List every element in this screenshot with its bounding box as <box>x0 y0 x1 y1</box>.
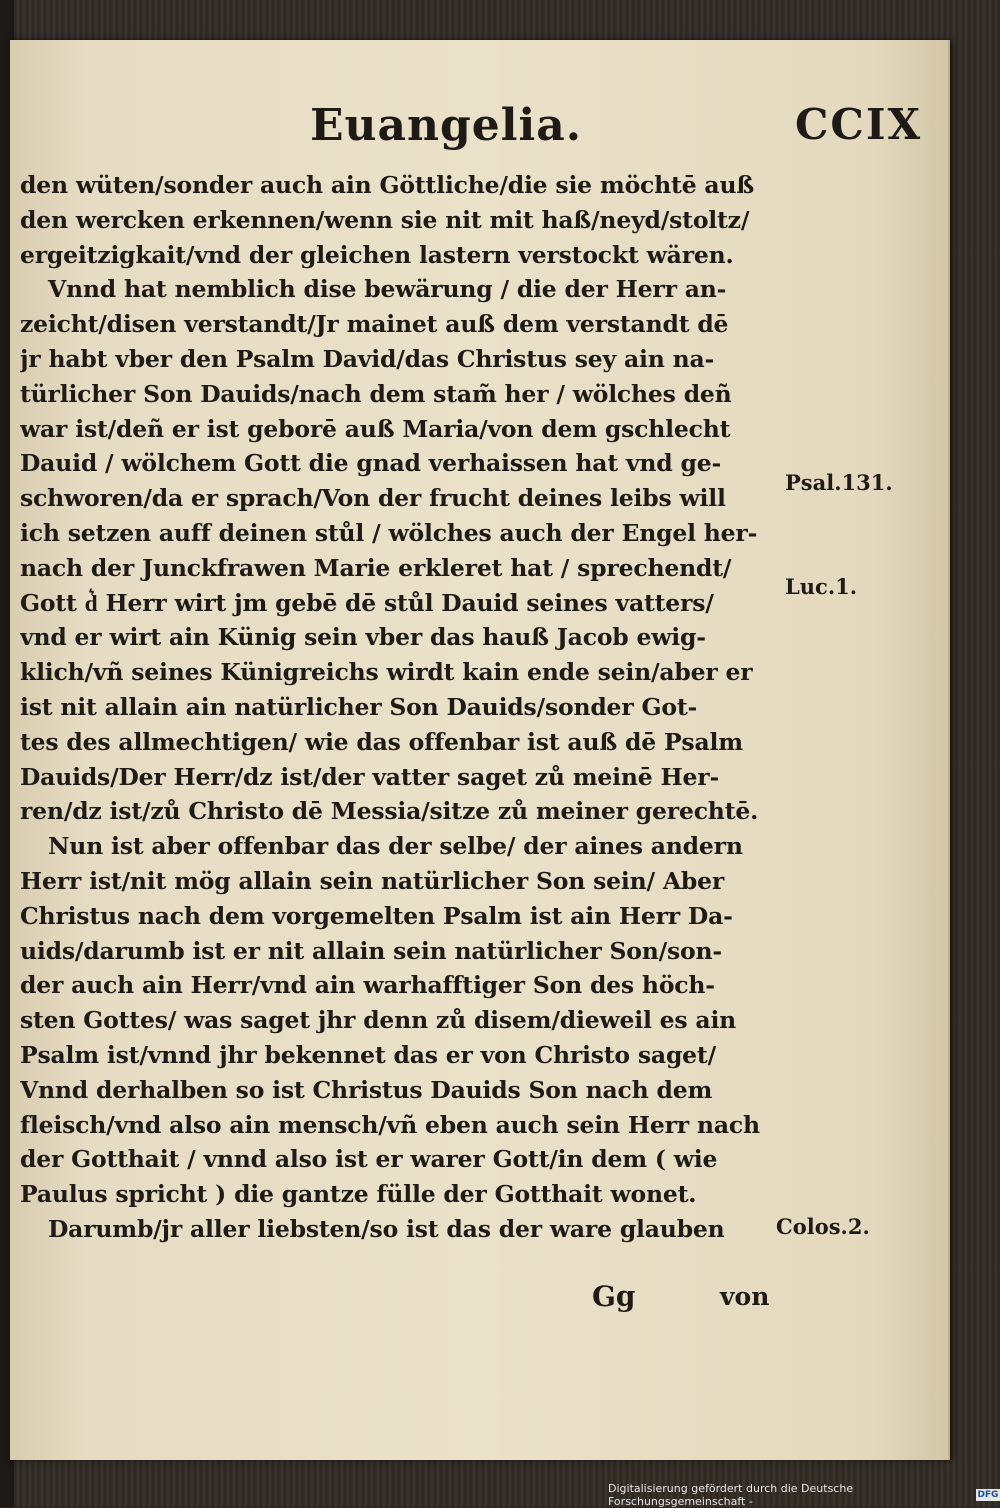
text-line: den wüten/sonder auch ain Göttliche/die sie möchtē auß <box>20 171 754 199</box>
text-line: Psalm ist/vnnd jhr bekennet das er von Christo saget/ <box>20 1040 716 1069</box>
text-line: Gott d͛ Herr wirt jm gebē dē stůl Dauid seines vatters/ <box>20 588 714 617</box>
text-line: ergeitzigkait/vnd der gleichen lastern verstockt wären. <box>20 240 734 269</box>
text-line: Christus nach dem vorgemelten Psalm ist ain Herr Da- <box>20 901 733 930</box>
text-line: vnd er wirt ain Künig sein vber das hauß Jacob ewig- <box>20 623 706 652</box>
text-line: ren/dz ist/zů Christo dē Messia/sitze zů meiner gerechtē. <box>20 797 759 826</box>
marginal-note-psalm: Psal.131. <box>785 470 893 495</box>
text-line: Vnnd derhalben so ist Christus Dauids Son nach dem <box>20 1075 713 1104</box>
digitization-credit <box>608 1482 1000 1508</box>
text-line: ist nit allain ain natürlicher Son Dauids/sonder Got- <box>20 692 698 721</box>
text-line: sten Gottes/ was saget jhr denn zů disem/dieweil es ain <box>20 1006 737 1035</box>
text-line: Darumb/jr aller liebsten/so ist das der ware glauben <box>48 1214 725 1243</box>
text-line: der auch ain Herr/vnd ain warhafftiger Son des höch- <box>20 971 715 1000</box>
text-line: türlicher Son Dauids/nach dem stam̃ her / wölches deñ <box>20 379 732 408</box>
text-line: Nun ist aber offenbar das der selbe/ der aines andern <box>48 832 743 861</box>
text-line: Dauids/Der Herr/dz ist/der vatter saget zů meinē Her- <box>20 762 720 791</box>
text-line: der Gotthait / vnnd also ist er warer Gott/in dem ( wie <box>20 1145 718 1174</box>
text-line: uids/darumb ist er nit allain sein natürlicher Son/son- <box>20 936 722 965</box>
text-line: nach der Junckfrawen Marie erkleret hat / sprechendt/ <box>20 553 732 582</box>
catchword: von <box>720 1282 770 1311</box>
text-line: ich setzen auff deinen stůl / wölches auch der Engel her- <box>20 518 758 547</box>
marginal-note-colossians: Colos.2. <box>776 1214 870 1239</box>
text-line: war ist/deñ er ist geborē auß Maria/von dem gschlecht <box>20 414 731 443</box>
text-line: jr habt vber den Psalm David/das Christus sey ain na- <box>20 344 715 373</box>
text-line: zeicht/disen verstandt/Jr mainet auß dem verstandt dē <box>20 310 729 339</box>
text-line: Vnnd hat nemblich dise bewärung / die der Herr an- <box>48 275 727 304</box>
digitization-credit-text: Digitalisierung gefördert durch die Deutsche Forschungsgemeinschaft - <box>608 1482 854 1508</box>
folio-number: CCIX <box>795 100 923 149</box>
text-line: Paulus spricht ) die gantze fülle der Gotthait wonet. <box>20 1180 697 1209</box>
text-line: schworen/da er sprach/Von der frucht deines leibs will <box>20 484 726 513</box>
text-line: tes des allmechtigen/ wie das offenbar ist auß dē Psalm <box>20 727 743 756</box>
text-line: klich/vñ seines Künigreichs wirdt kain ende sein/aber er <box>20 658 753 687</box>
text-line: Dauid / wölchem Gott die gnad verhaissen hat vnd ge- <box>20 449 722 478</box>
marginal-note-luke: Luc.1. <box>785 574 858 599</box>
text-line: den wercken erkennen/wenn sie nit mit haß/neyd/stoltz/ <box>20 205 750 234</box>
signature-mark: Gg <box>592 1280 636 1313</box>
text-line: fleisch/vnd also ain mensch/vñ eben auch sein Herr nach <box>20 1110 760 1139</box>
running-title: Euangelia. <box>310 100 583 151</box>
text-line: Herr ist/nit mög allain sein natürlicher Son sein/ Aber <box>20 866 725 895</box>
dfg-logo: DFG <box>977 1490 999 1500</box>
page-body-text <box>20 168 790 1247</box>
